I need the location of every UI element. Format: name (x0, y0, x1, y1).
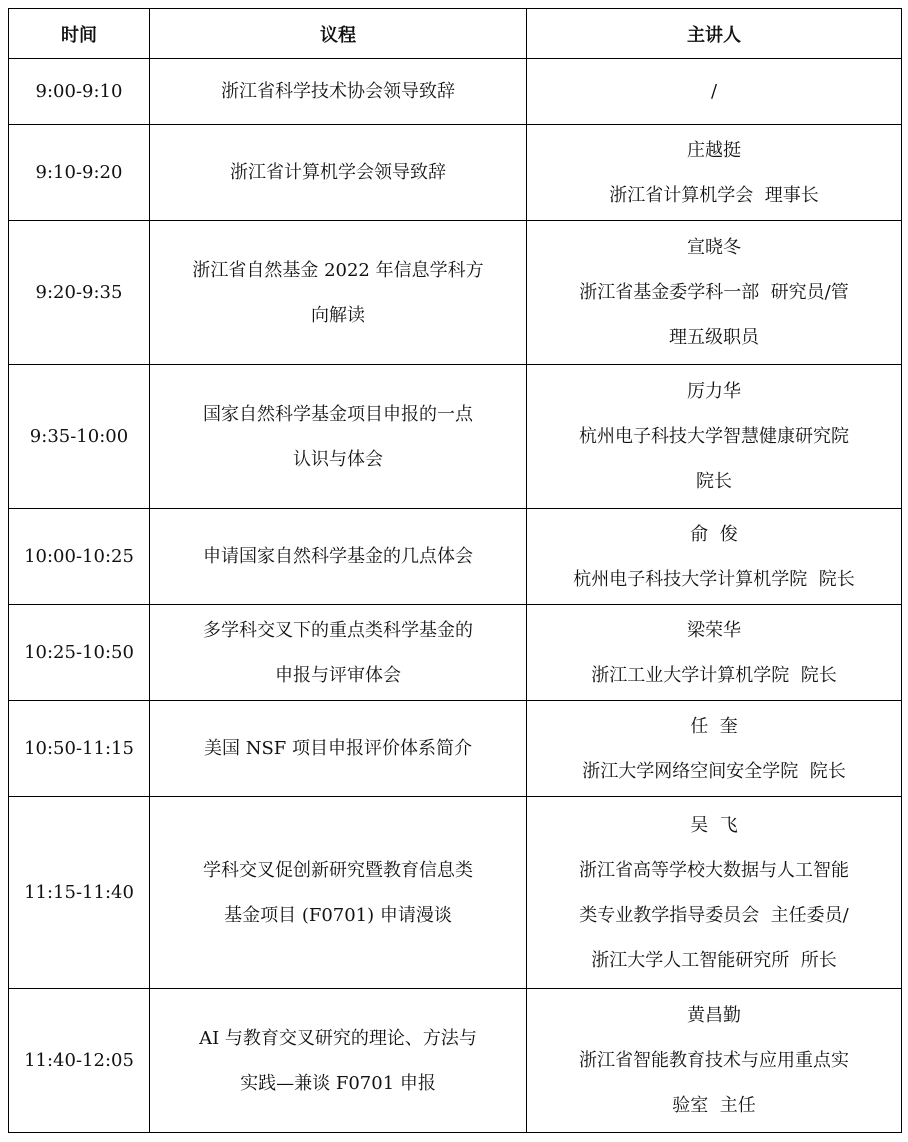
speaker-name: 梁荣华 (687, 619, 741, 641)
time-cell: 10:50-11:15 (9, 701, 150, 797)
topic-cell (150, 797, 527, 989)
topic-line: 浙江省科学技术协会领导致辞 (221, 81, 455, 102)
speaker-cell (527, 605, 902, 701)
speaker-name: 吴 飞 (690, 814, 738, 836)
speaker-title-line: 浙江省智能教育技术与应用重点实 (579, 1050, 849, 1071)
speaker-cell (527, 125, 902, 221)
speaker-title-line: 院长 (696, 471, 732, 492)
table-row (9, 797, 902, 989)
speaker-cell (527, 221, 902, 365)
time-cell: 11:15-11:40 (9, 797, 150, 989)
time-cell: 9:20-9:35 (9, 221, 150, 365)
speaker-cell (527, 365, 902, 509)
topic-cell (150, 509, 527, 605)
topic-cell (150, 221, 527, 365)
header-speaker: 主讲人 (527, 9, 902, 59)
table-row (9, 509, 902, 605)
topic-line: 认识与体会 (293, 448, 383, 470)
topic-cell (150, 701, 527, 797)
speaker-title-line: 浙江省高等学校大数据与人工智能 (579, 859, 849, 881)
speaker-title-line: 杭州电子科技大学计算机学院 院长 (573, 568, 855, 590)
topic-cell (150, 59, 527, 125)
topic-line: 浙江省计算机学会领导致辞 (230, 162, 446, 183)
topic-line: AI 与教育交叉研究的理论、方法与 (199, 1027, 477, 1049)
topic-line: 申报与评审体会 (275, 664, 401, 686)
topic-cell (150, 605, 527, 701)
speaker-title-line: 验室 主任 (672, 1095, 756, 1116)
topic-cell (150, 125, 527, 221)
agenda-body (9, 59, 902, 1133)
table-row (9, 365, 902, 509)
speaker-cell (527, 701, 902, 797)
speaker-name: 俞 俊 (690, 523, 738, 545)
speaker-name: 庄越挺 (687, 139, 741, 161)
speaker-cell (527, 59, 902, 125)
speaker-name: / (710, 81, 718, 102)
topic-line: 学科交叉促创新研究暨教育信息类 (203, 859, 473, 881)
speaker-name: 宣晓冬 (687, 237, 741, 258)
topic-line: 基金项目 (F0701) 申请漫谈 (224, 904, 452, 926)
header-time: 时间 (9, 9, 150, 59)
agenda-table (8, 8, 902, 1133)
topic-line: 国家自然科学基金项目申报的一点 (203, 403, 473, 425)
table-row (9, 989, 902, 1133)
speaker-title-line: 理五级职员 (669, 327, 759, 348)
topic-line: 美国 NSF 项目申报评价体系简介 (203, 738, 472, 759)
speaker-cell (527, 509, 902, 605)
topic-line: 申请国家自然科学基金的几点体会 (203, 546, 473, 567)
time-cell: 9:00-9:10 (9, 59, 150, 125)
speaker-cell (527, 989, 902, 1133)
topic-line: 实践—兼谈 F0701 申报 (240, 1072, 436, 1094)
speaker-name: 厉力华 (687, 381, 741, 402)
time-cell: 9:35-10:00 (9, 365, 150, 509)
topic-cell (150, 989, 527, 1133)
table-row (9, 221, 902, 365)
table-row (9, 605, 902, 701)
topic-line: 向解读 (311, 304, 365, 326)
speaker-title-line: 浙江省计算机学会 理事长 (609, 184, 819, 206)
speaker-title-line: 类专业教学指导委员会 主任委员/ (579, 904, 849, 926)
table-row (9, 59, 902, 125)
time-cell: 10:00-10:25 (9, 509, 150, 605)
topic-line: 多学科交叉下的重点类科学基金的 (203, 619, 473, 641)
header-row (9, 9, 902, 59)
topic-line: 浙江省自然基金 2022 年信息学科方 (192, 259, 484, 281)
table-row (9, 701, 902, 797)
header-topic: 议程 (150, 9, 527, 59)
speaker-title-line: 浙江大学网络空间安全学院 院长 (582, 760, 846, 782)
speaker-cell (527, 797, 902, 989)
speaker-name: 任 奎 (690, 715, 738, 737)
speaker-title-line: 杭州电子科技大学智慧健康研究院 (579, 426, 849, 447)
time-cell: 10:25-10:50 (9, 605, 150, 701)
time-cell: 9:10-9:20 (9, 125, 150, 221)
speaker-title-line: 浙江工业大学计算机学院 院长 (591, 664, 837, 686)
time-cell: 11:40-12:05 (9, 989, 150, 1133)
table-row (9, 125, 902, 221)
speaker-name: 黄昌勤 (687, 1005, 741, 1026)
speaker-title-line: 浙江省基金委学科一部 研究员/管 (579, 282, 849, 303)
topic-cell (150, 365, 527, 509)
speaker-title-line: 浙江大学人工智能研究所 所长 (591, 949, 837, 971)
